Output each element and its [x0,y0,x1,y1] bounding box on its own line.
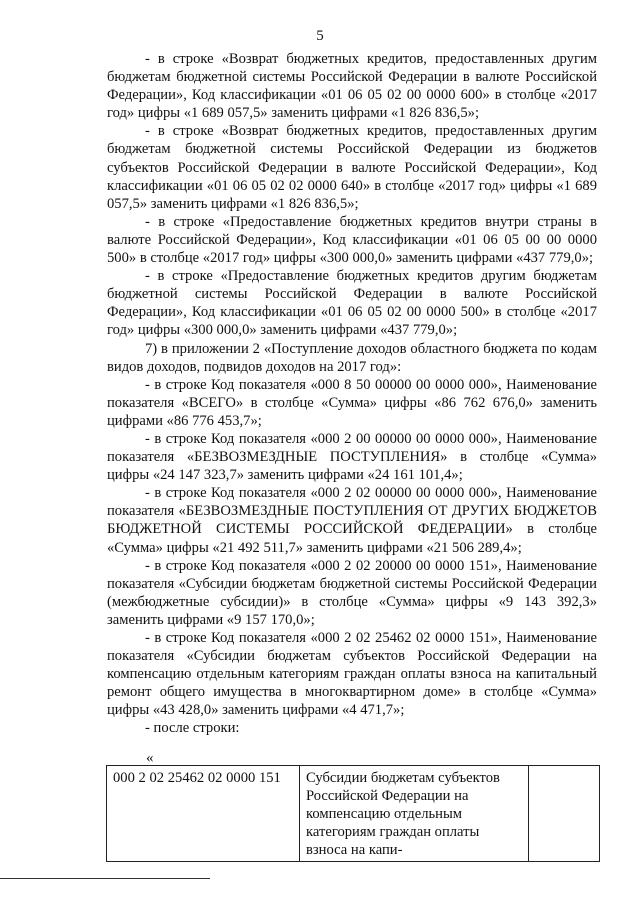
paragraph: - в строке «Возврат бюджетных кредитов, предоставленных другим бюджетам бюджетной системы Российской Федерации из бюджетов субъектов Российской Федерации в валюте Российской Федерации», Код классификации «01 06 05 02 02 0000 640» в столбце «2017 год» цифры «1 689 057,5» заменить цифрами «1 826 836,5»; [107,123,597,212]
document-body [107,50,597,738]
table-row [107,766,600,862]
table-cell-amount [529,766,600,862]
table-cell-name: Субсидии бюджетам субъектов Российской Федерации на компенсацию отдельным категориям граждан оплаты взноса на капи- [300,766,529,862]
paragraph: - в строке Код показателя «000 2 02 25462 02 0000 151», Наименование показателя «Субсидии бюджетам субъектов Российской Федерации на компенсацию отдельным категориям граждан оплаты взноса на капитальный ремонт общего имущества в многоквартирном доме» в столбце «Сумма» цифры «43 428,0» заменить цифрами «4 471,7»; [107,630,597,719]
excerpt-table [106,765,600,862]
paragraph: - в строке Код показателя «000 8 50 00000 00 0000 000», Наименование показателя «ВСЕГО» в столбце «Сумма» цифры «86 762 676,0» заменить цифрами «86 776 453,7»; [107,376,597,429]
paragraph: - после строки: [145,720,240,737]
paragraph: - в строке Код показателя «000 2 02 20000 00 0000 151», Наименование показателя «Субсидии бюджетам бюджетной системы Российской Федерации (межбюджетные субсидии)» в столбце «Сумма» цифры «9 143 392,3» заменить цифрами «9 157 170,0»; [107,557,597,628]
footer-divider [0,878,210,879]
paragraph: - в строке Код показателя «000 2 00 00000 00 0000 000», Наименование показателя «БЕЗВОЗМЕЗДНЫЕ ПОСТУПЛЕНИЯ» в столбце «Сумма» цифры «24 147 323,7» заменить цифрами «24 161 101,4»; [107,430,597,484]
table-cell-code: 000 2 02 25462 02 0000 151 [107,766,300,862]
paragraph: - в строке Код показателя «000 2 02 00000 00 0000 000», Наименование показателя «БЕЗВОЗМЕЗДНЫЕ ПОСТУПЛЕНИЯ ОТ ДРУГИХ БЮДЖЕТОВ БЮДЖЕТНОЙ СИСТЕМЫ РОССИЙСКОЙ ФЕДЕРАЦИИ» в столбце «Сумма» цифры «21 492 511,7» заменить цифрами «21 506 289,4»; [107,485,597,556]
opening-quote: « [146,750,154,766]
paragraph: - в строке «Возврат бюджетных кредитов, предоставленных другим бюджетам бюджетной системы Российской Федерации в валюте Российской Федерации», Код классификации «01 06 05 02 00 0000 600» в столбце «2017 год» цифры «1 689 057,5» заменить цифрами «1 826 836,5»; [107,51,597,122]
page-number: 5 [316,28,324,44]
paragraph: - в строке «Предоставление бюджетных кредитов внутри страны в валюте Российской Федерации», Код классификации «01 06 05 00 00 0000 500» в столбце «2017 год» цифры «300 000,0» заменить цифрами «437 779,0»; [107,213,597,267]
paragraph: 7) в приложении 2 «Поступление доходов областного бюджета по кодам видов доходов, подвидов доходов на 2017 год»: [107,340,597,375]
paragraph: - в строке «Предоставление бюджетных кредитов другим бюджетам бюджетной системы Российской Федерации в валюте Российской Федерации», Код классификации «01 06 05 02 00 0000 500» в столбце «2017 год» цифры «300 000,0» заменить цифрами «437 779,0»; [107,268,597,339]
